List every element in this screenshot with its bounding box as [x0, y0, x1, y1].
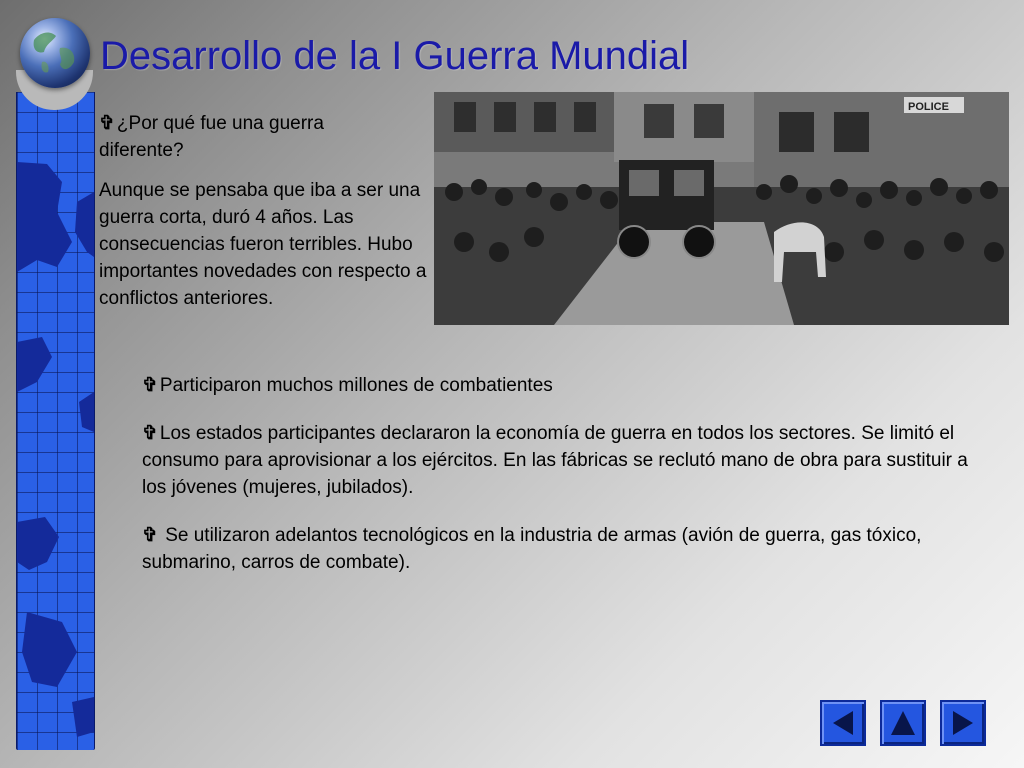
world-map-strip	[16, 92, 95, 750]
cross-icon: ✞	[142, 375, 158, 396]
previous-slide-button[interactable]	[820, 700, 866, 746]
bullet-item: ✞ Participaron muchos millones de combatientes	[142, 372, 982, 399]
bullet-item: ✞ Los estados participantes declararon la economía de guerra en todos los sectores. Se limitó el consumo para aprovisionar a los ejércitos. En las fábricas se reclutó mano de obra para sustituir a los jóvenes (mujeres, jubilados).	[142, 420, 982, 501]
triangle-up-icon	[882, 702, 924, 744]
police-sign: POLICE	[908, 101, 949, 113]
home-slide-button[interactable]	[880, 700, 926, 746]
map-landmass	[17, 92, 94, 750]
intro-paragraph: Aunque se pensaba que iba a ser una guerra corta, duró 4 años. Las consecuencias fueron terribles. Hubo importantes novedades con respecto a conflictos anteriores.	[99, 180, 427, 309]
bullet-item: ✞ Se utilizaron adelantos tecnológicos en la industria de armas (avión de guerra, gas tóxico, submarino, carros de combate).	[142, 522, 982, 576]
triangle-left-icon	[822, 702, 864, 744]
historical-photo	[434, 92, 1009, 325]
cross-icon: ✞	[142, 423, 158, 444]
triangle-right-icon	[942, 702, 984, 744]
slide-title: Desarrollo de la I Guerra Mundial	[100, 34, 690, 78]
cross-icon: ✞	[142, 525, 158, 546]
question-text: ✞ ¿Por qué fue una guerra diferente?	[99, 110, 399, 164]
cross-icon: ✞	[99, 113, 115, 134]
bullet-list	[142, 372, 982, 597]
next-slide-button[interactable]	[940, 700, 986, 746]
globe-icon	[20, 18, 90, 88]
